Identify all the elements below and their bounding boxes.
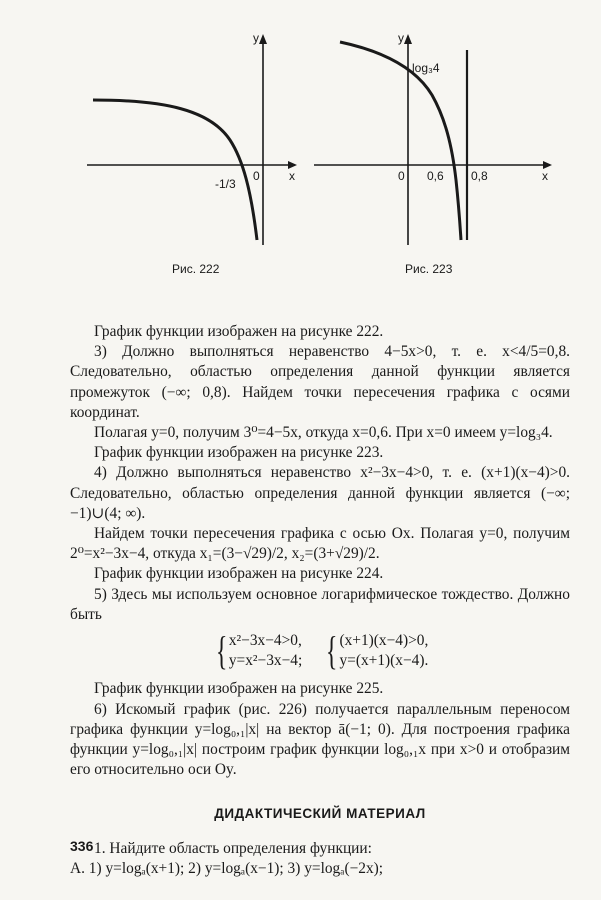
y-intercept-label: log₃4 <box>412 61 440 75</box>
y-axis-arrow <box>404 34 412 44</box>
section-heading: ДИДАКТИЧЕСКИЙ МАТЕРИАЛ <box>214 806 426 822</box>
paragraph: График функции изображен на рисунке 225. <box>94 680 384 698</box>
exercise-line: 1. Найдите область определения функции: <box>94 839 372 857</box>
figure-223 <box>312 30 562 255</box>
x-axis-arrow <box>543 161 552 169</box>
paragraph: Полагая y=0, получим 3⁰=4−5x, откуда x=0,6. При x=0 имеем y=log₃4. <box>94 424 553 442</box>
system-row: y=x²−3x−4; <box>228 652 303 670</box>
tick-label-06: 0,6 <box>427 169 444 183</box>
system-row: y=(x+1)(x−4). <box>339 652 429 670</box>
brace: { <box>326 628 338 674</box>
tick-label-08: 0,8 <box>471 169 488 183</box>
system-left <box>212 628 303 674</box>
caption-222: Рис. 222 <box>172 262 220 276</box>
y-axis-arrow <box>259 34 267 44</box>
tick-label: -1/3 <box>215 177 236 191</box>
equation-systems <box>70 628 570 674</box>
paragraph: 6) Искомый график (рис. 226) получается параллельным переносом графика функции y=log₀,₁|x| на вектор ā(−1; 0). Для построения графика функции y=log₀,₁|x| построим график функции log₀,₁x при x>0 и отобразим его относительно оси Oy. <box>70 700 570 779</box>
caption-223: Рис. 223 <box>405 262 453 276</box>
paragraph: График функции изображен на рисунке 222. <box>94 323 384 340</box>
function-curve <box>340 42 461 240</box>
y-label: y <box>398 31 404 45</box>
x-axis-arrow <box>288 161 297 169</box>
paragraph: График функции изображен на рисунке 224. <box>94 565 384 583</box>
paragraph: 5) Здесь мы используем основное логарифмическое тождество. Должно быть <box>70 585 570 623</box>
origin-label: 0 <box>253 169 260 183</box>
figure-222 <box>85 30 305 255</box>
system-right <box>322 628 429 674</box>
figure-222-graph <box>85 30 305 250</box>
paragraph: График функции изображен на рисунке 223. <box>94 444 384 462</box>
origin-label: 0 <box>398 169 405 183</box>
system-row: x²−3x−4>0, <box>228 632 302 650</box>
paragraph: 3) Должно выполняться неравенство 4−5x>0, т. е. x<4/5=0,8. Следовательно, областью определения данной функции является промежуток (−∞; 0,8). Найдем точки пересечения графика с осями координат. <box>70 343 570 421</box>
body-text <box>70 322 570 879</box>
x-label: x <box>542 169 548 183</box>
y-label: y <box>253 31 259 45</box>
x-label: x <box>289 169 295 183</box>
paragraph: Найдем точки пересечения графика с осью Ox. Полагая y=0, получим 2⁰=x²−3x−4, откуда x₁=(3−√29)/2, x₂=(3+√29)/2. <box>70 525 570 563</box>
figure-223-graph <box>312 30 562 250</box>
function-curve <box>93 100 257 240</box>
brace: { <box>215 628 228 674</box>
page-number: 336 <box>70 838 94 854</box>
system-row: (x+1)(x−4)>0, <box>339 632 429 650</box>
exercise-line: A. 1) y=logₐ(x+1); 2) y=logₐ(x−1); 3) y=logₐ(−2x); <box>70 859 384 877</box>
paragraph: 4) Должно выполняться неравенство x²−3x−4>0, т. е. (x+1)(x−4)>0. Следовательно, областью определения данной функции является (−∞; −1)∪(4; ∞). <box>70 464 570 522</box>
